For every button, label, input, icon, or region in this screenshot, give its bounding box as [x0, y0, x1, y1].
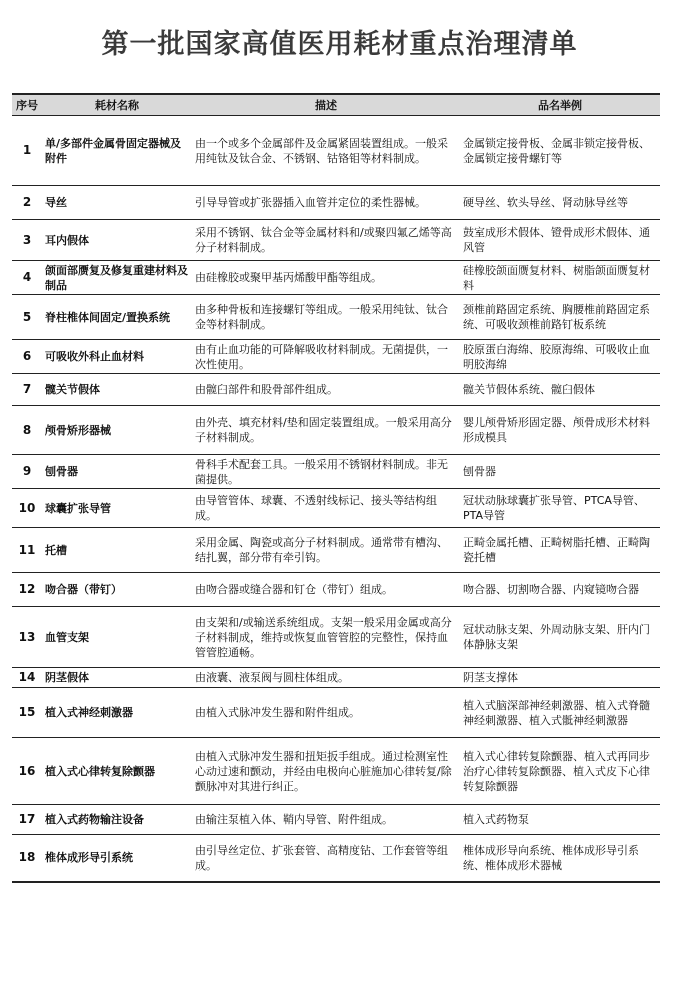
row-serial: 5 — [12, 295, 42, 340]
header-serial: 序号 — [12, 94, 42, 116]
row-serial: 17 — [12, 805, 42, 835]
table-body — [12, 116, 660, 882]
row-description: 由一个或多个金属部件及金属紧固装置组成。一般采用纯钛及钛合金、不锈钢、钴铬钼等材料制成。 — [192, 116, 460, 186]
row-serial: 4 — [12, 261, 42, 295]
table-row — [12, 805, 660, 835]
row-name: 植入式神经刺激器 — [42, 688, 192, 738]
row-description: 骨科手术配套工具。一般采用不锈钢材料制成。非无菌提供。 — [192, 455, 460, 489]
row-serial: 18 — [12, 835, 42, 882]
table-row — [12, 295, 660, 340]
row-examples: 胶原蛋白海绵、胶原海绵、可吸收止血明胶海绵 — [460, 340, 660, 374]
row-description: 由植入式脉冲发生器和附件组成。 — [192, 688, 460, 738]
row-examples: 阴茎支撑体 — [460, 668, 660, 688]
row-serial: 3 — [12, 220, 42, 261]
row-name: 阴茎假体 — [42, 668, 192, 688]
row-description: 由多种骨板和连接螺钉等组成。一般采用纯钛、钛合金等材料制成。 — [192, 295, 460, 340]
row-description: 引导导管或扩张器插入血管并定位的柔性器械。 — [192, 186, 460, 220]
row-name: 颌面部赝复及修复重建材料及制品 — [42, 261, 192, 295]
row-description: 由支架和/或输送系统组成。支架一般采用金属或高分子材料制成，维持或恢复血管管腔的完整性，保持血管管腔通畅。 — [192, 607, 460, 668]
row-examples: 刨骨器 — [460, 455, 660, 489]
row-name: 托槽 — [42, 528, 192, 573]
row-examples: 椎体成形导向系统、椎体成形导引系统、椎体成形术器械 — [460, 835, 660, 882]
header-name: 耗材名称 — [42, 94, 192, 116]
row-serial: 13 — [12, 607, 42, 668]
table-row — [12, 116, 660, 186]
row-examples: 鼓室成形术假体、镫骨成形术假体、通风管 — [460, 220, 660, 261]
row-name: 导丝 — [42, 186, 192, 220]
row-examples: 金属锁定接骨板、金属非锁定接骨板、金属锁定接骨螺钉等 — [460, 116, 660, 186]
row-description: 由髋臼部件和股骨部件组成。 — [192, 374, 460, 406]
row-examples: 冠状动脉球囊扩张导管、PTCA导管、PTA导管 — [460, 489, 660, 528]
row-name: 刨骨器 — [42, 455, 192, 489]
page-title: 第一批国家高值医用耗材重点治理清单 — [101, 29, 578, 60]
row-description: 由引导丝定位、扩张套管、高精度钻、工作套管等组成。 — [192, 835, 460, 882]
row-name: 植入式药物输注设备 — [42, 805, 192, 835]
row-serial: 10 — [12, 489, 42, 528]
consumables-table — [12, 93, 660, 883]
row-examples: 正畸金属托槽、正畸树脂托槽、正畸陶瓷托槽 — [460, 528, 660, 573]
row-examples: 植入式心律转复除颤器、植入式再同步治疗心律转复除颤器、植入式皮下心律转复除颤器 — [460, 738, 660, 805]
row-examples: 髋关节假体系统、髋臼假体 — [460, 374, 660, 406]
table-row — [12, 835, 660, 882]
row-serial: 15 — [12, 688, 42, 738]
row-serial: 14 — [12, 668, 42, 688]
row-name: 髋关节假体 — [42, 374, 192, 406]
table-row — [12, 528, 660, 573]
row-description: 采用不锈钢、钛合金等金属材料和/或聚四氟乙烯等高分子材料制成。 — [192, 220, 460, 261]
row-description: 由外壳、填充材料/垫和固定装置组成。一般采用高分子材料制成。 — [192, 406, 460, 455]
row-description: 由输注泵植入体、鞘内导管、附件组成。 — [192, 805, 460, 835]
row-examples: 吻合器、切割吻合器、内窥镜吻合器 — [460, 573, 660, 607]
row-name: 植入式心律转复除颤器 — [42, 738, 192, 805]
row-serial: 7 — [12, 374, 42, 406]
table-row — [12, 688, 660, 738]
row-description: 由有止血功能的可降解吸收材料制成。无菌提供，一次性使用。 — [192, 340, 460, 374]
table-row — [12, 340, 660, 374]
row-examples: 婴儿颅骨矫形固定器、颅骨成形术材料形成模具 — [460, 406, 660, 455]
row-name: 吻合器（带钉） — [42, 573, 192, 607]
row-examples: 硅橡胶颌面赝复材料、树脂颌面赝复材料 — [460, 261, 660, 295]
row-name: 单/多部件金属骨固定器械及附件 — [42, 116, 192, 186]
header-examples: 品名举例 — [460, 94, 660, 116]
table-row — [12, 738, 660, 805]
row-examples: 颈椎前路固定系统、胸腰椎前路固定系统、可吸收颈椎前路钉板系统 — [460, 295, 660, 340]
table-row — [12, 455, 660, 489]
table-row — [12, 186, 660, 220]
row-description: 由植入式脉冲发生器和扭矩扳手组成。通过检测室性心动过速和颤动，并经由电极向心脏施加心律转复/除颤脉冲对其进行纠正。 — [192, 738, 460, 805]
row-serial: 11 — [12, 528, 42, 573]
row-examples: 硬导丝、软头导丝、肾动脉导丝等 — [460, 186, 660, 220]
row-serial: 1 — [12, 116, 42, 186]
row-examples: 植入式脑深部神经刺激器、植入式脊髓神经刺激器、植入式骶神经刺激器 — [460, 688, 660, 738]
table-row — [12, 220, 660, 261]
row-description: 采用金属、陶瓷或高分子材料制成。通常带有槽沟、结扎翼，部分带有牵引钩。 — [192, 528, 460, 573]
row-description: 由液囊、液泵阀与圆柱体组成。 — [192, 668, 460, 688]
row-name: 椎体成形导引系统 — [42, 835, 192, 882]
row-name: 颅骨矫形器械 — [42, 406, 192, 455]
row-name: 耳内假体 — [42, 220, 192, 261]
row-description: 由硅橡胶或聚甲基丙烯酸甲酯等组成。 — [192, 261, 460, 295]
table-header-row — [12, 94, 660, 116]
header-description: 描述 — [192, 94, 460, 116]
row-serial: 12 — [12, 573, 42, 607]
row-name: 脊柱椎体间固定/置换系统 — [42, 295, 192, 340]
row-serial: 2 — [12, 186, 42, 220]
row-name: 可吸收外科止血材料 — [42, 340, 192, 374]
row-examples: 冠状动脉支架、外周动脉支架、肝内门体静脉支架 — [460, 607, 660, 668]
row-serial: 16 — [12, 738, 42, 805]
row-examples: 植入式药物泵 — [460, 805, 660, 835]
table-row — [12, 261, 660, 295]
row-description: 由导管管体、球囊、不透射线标记、接头等结构组成。 — [192, 489, 460, 528]
row-serial: 9 — [12, 455, 42, 489]
row-serial: 8 — [12, 406, 42, 455]
table-row — [12, 668, 660, 688]
row-description: 由吻合器或缝合器和钉仓（带钉）组成。 — [192, 573, 460, 607]
table-row — [12, 573, 660, 607]
table-row — [12, 607, 660, 668]
table-row — [12, 406, 660, 455]
table-row — [12, 489, 660, 528]
row-serial: 6 — [12, 340, 42, 374]
table-row — [12, 374, 660, 406]
row-name: 球囊扩张导管 — [42, 489, 192, 528]
row-name: 血管支架 — [42, 607, 192, 668]
